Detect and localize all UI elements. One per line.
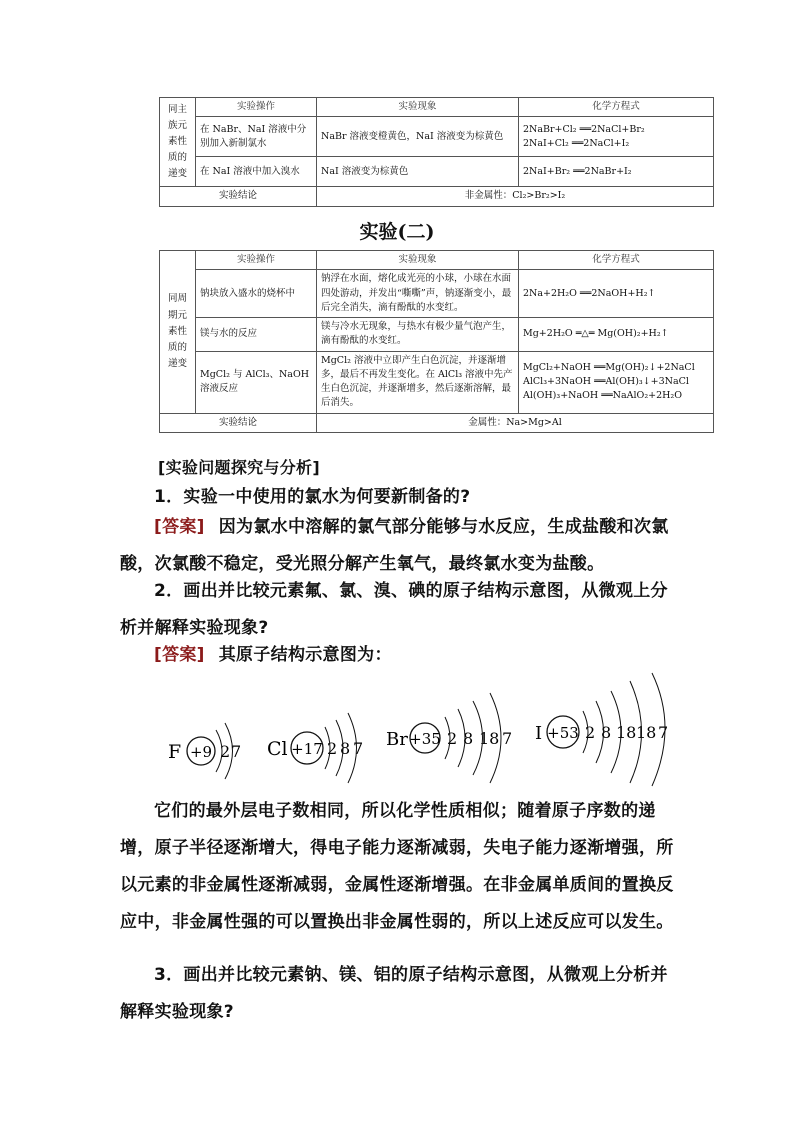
explanation-paragraph: 它们的最外层电子数相同，所以化学性质相似；随着原子序数的递增，原子半径逐渐增大，得电子能力逐渐减弱，失电子能力逐渐增强，所以元素的非金属性逐渐减弱，金属性逐渐增强。在非金属单质间的置换反应中，非金属性强的可以置换出非金属性弱的，所以上述反应可以发生。 — [120, 801, 674, 932]
shell-count: 2 — [327, 739, 338, 758]
element-symbol: Br — [386, 729, 408, 750]
conclusion-text: 金属性：Na>Mg>Al — [317, 413, 714, 432]
table1-header-operation: 实验操作 — [196, 98, 317, 117]
conclusion-label: 实验结论 — [160, 413, 317, 432]
conclusion-row — [160, 187, 714, 206]
table2-header-phenomenon: 实验现象 — [317, 251, 519, 270]
atom-diagram-br — [386, 693, 512, 783]
question-3: 3．画出并比较元素钠、镁、铝的原子结构示意图，从微观上分析并解释实验现象? — [120, 965, 668, 1022]
element-symbol: F — [168, 741, 182, 763]
nucleus-charge: +17 — [291, 740, 323, 758]
answer-1: [答案] 因为氯水中溶解的氯气部分能够与水反应，生成盐酸和次氯酸，次氯酸不稳定，受光照分解产生氧气，最终氯水变为盐酸。 — [120, 517, 669, 574]
shell-count: 18 — [479, 729, 500, 748]
equation-cell: 2NaI+Br₂ ══2NaBr+I₂ — [519, 157, 714, 187]
operation-cell: 镁与水的反应 — [196, 318, 317, 352]
shell-count: 7 — [353, 739, 364, 758]
table1-header-equation: 化学方程式 — [519, 98, 714, 117]
experiment-table-2 — [159, 250, 714, 433]
table-row — [160, 117, 714, 157]
phenomenon-cell: 钠浮在水面，熔化成光亮的小球，小球在水面四处游动，并发出“嘶嘶”声，钠逐渐变小，最后完全消失，滴有酚酞的水变红。 — [317, 270, 519, 318]
table-row — [160, 157, 714, 187]
conclusion-row — [160, 413, 714, 432]
equation-cell: 2NaBr+Cl₂ ══2NaCl+Br₂ 2NaI+Cl₂ ══2NaCl+I₂ — [519, 117, 714, 157]
shell-count: 2 — [585, 723, 596, 742]
shell-count: 7 — [658, 723, 669, 742]
element-symbol: Cl — [267, 738, 288, 760]
operation-cell: 在 NaI 溶液中加入溴水 — [196, 157, 317, 187]
shell-count: 2 — [220, 742, 231, 761]
phenomenon-cell: NaBr 溶液变橙黄色，NaI 溶液变为棕黄色 — [317, 117, 519, 157]
nucleus-charge: +35 — [409, 730, 441, 748]
shell-count: 8 — [340, 739, 351, 758]
shell-count: 8 — [601, 723, 612, 742]
equation-cell: Mg+2H₂O ═△═ Mg(OH)₂+H₂↑ — [519, 318, 714, 352]
experiment-table-1 — [159, 97, 714, 207]
answer-tag: [答案] — [154, 645, 205, 665]
shell-count: 7 — [502, 729, 513, 748]
atom-diagram-f — [168, 723, 241, 779]
table-row — [160, 351, 714, 413]
analysis-heading: [实验问题探究与分析] — [158, 458, 320, 477]
table-row — [160, 318, 714, 352]
element-symbol: I — [535, 723, 543, 744]
shell-count: 18 — [616, 723, 637, 742]
answer-tag: [答案] — [154, 517, 205, 537]
question-2: 2．画出并比较元素氟、氯、溴、碘的原子结构示意图，从微观上分析并解释实验现象? — [120, 581, 668, 638]
phenomenon-cell: NaI 溶液变为棕黄色 — [317, 157, 519, 187]
atom-diagram-cl — [267, 713, 363, 783]
table1-header-phenomenon: 实验现象 — [317, 98, 519, 117]
operation-cell: MgCl₂ 与 AlCl₃、NaOH 溶液反应 — [196, 351, 317, 413]
question-1: 1．实验一中使用的氯水为何要新制备的? — [154, 487, 471, 507]
section-heading: 实验(二) — [359, 221, 435, 243]
shell-count: 18 — [636, 723, 657, 742]
phenomenon-cell: 镁与冷水无现象，与热水有极少量气泡产生，滴有酚酞的水变红。 — [317, 318, 519, 352]
shell-count: 7 — [231, 742, 242, 761]
table2-side-label: 同周 期元 素性 质的 递变 — [160, 251, 196, 414]
nucleus-charge: +9 — [189, 743, 213, 761]
atomic-structure-diagrams — [150, 665, 710, 790]
shell-count: 2 — [447, 729, 458, 748]
conclusion-text: 非金属性：Cl₂>Br₂>I₂ — [317, 187, 714, 206]
table-row — [160, 270, 714, 318]
operation-cell: 在 NaBr、NaI 溶液中分别加入新制氯水 — [196, 117, 317, 157]
conclusion-label: 实验结论 — [160, 187, 317, 206]
table2-header-operation: 实验操作 — [196, 251, 317, 270]
table2-header-equation: 化学方程式 — [519, 251, 714, 270]
table1-side-label: 同主 族元 素性 质的 递变 — [160, 98, 196, 187]
equation-cell: MgCl₂+NaOH ══Mg(OH)₂↓+2NaCl AlCl₃+3NaOH ══Al(OH)₃↓+3NaCl Al(OH)₃+NaOH ══NaAlO₂+2H₂O — [519, 351, 714, 413]
atom-diagram-i — [535, 673, 668, 786]
answer-2: [答案] 其原子结构示意图为： — [154, 645, 392, 665]
phenomenon-cell: MgCl₂ 溶液中立即产生白色沉淀，并逐渐增多，最后不再发生变化。在 AlCl₃ 溶液中先产生白色沉淀，并逐渐增多，然后逐渐溶解，最后消失。 — [317, 351, 519, 413]
shell-count: 8 — [463, 729, 474, 748]
nucleus-charge: +53 — [547, 724, 579, 742]
operation-cell: 钠块放入盛水的烧杯中 — [196, 270, 317, 318]
equation-cell: 2Na+2H₂O ══2NaOH+H₂↑ — [519, 270, 714, 318]
